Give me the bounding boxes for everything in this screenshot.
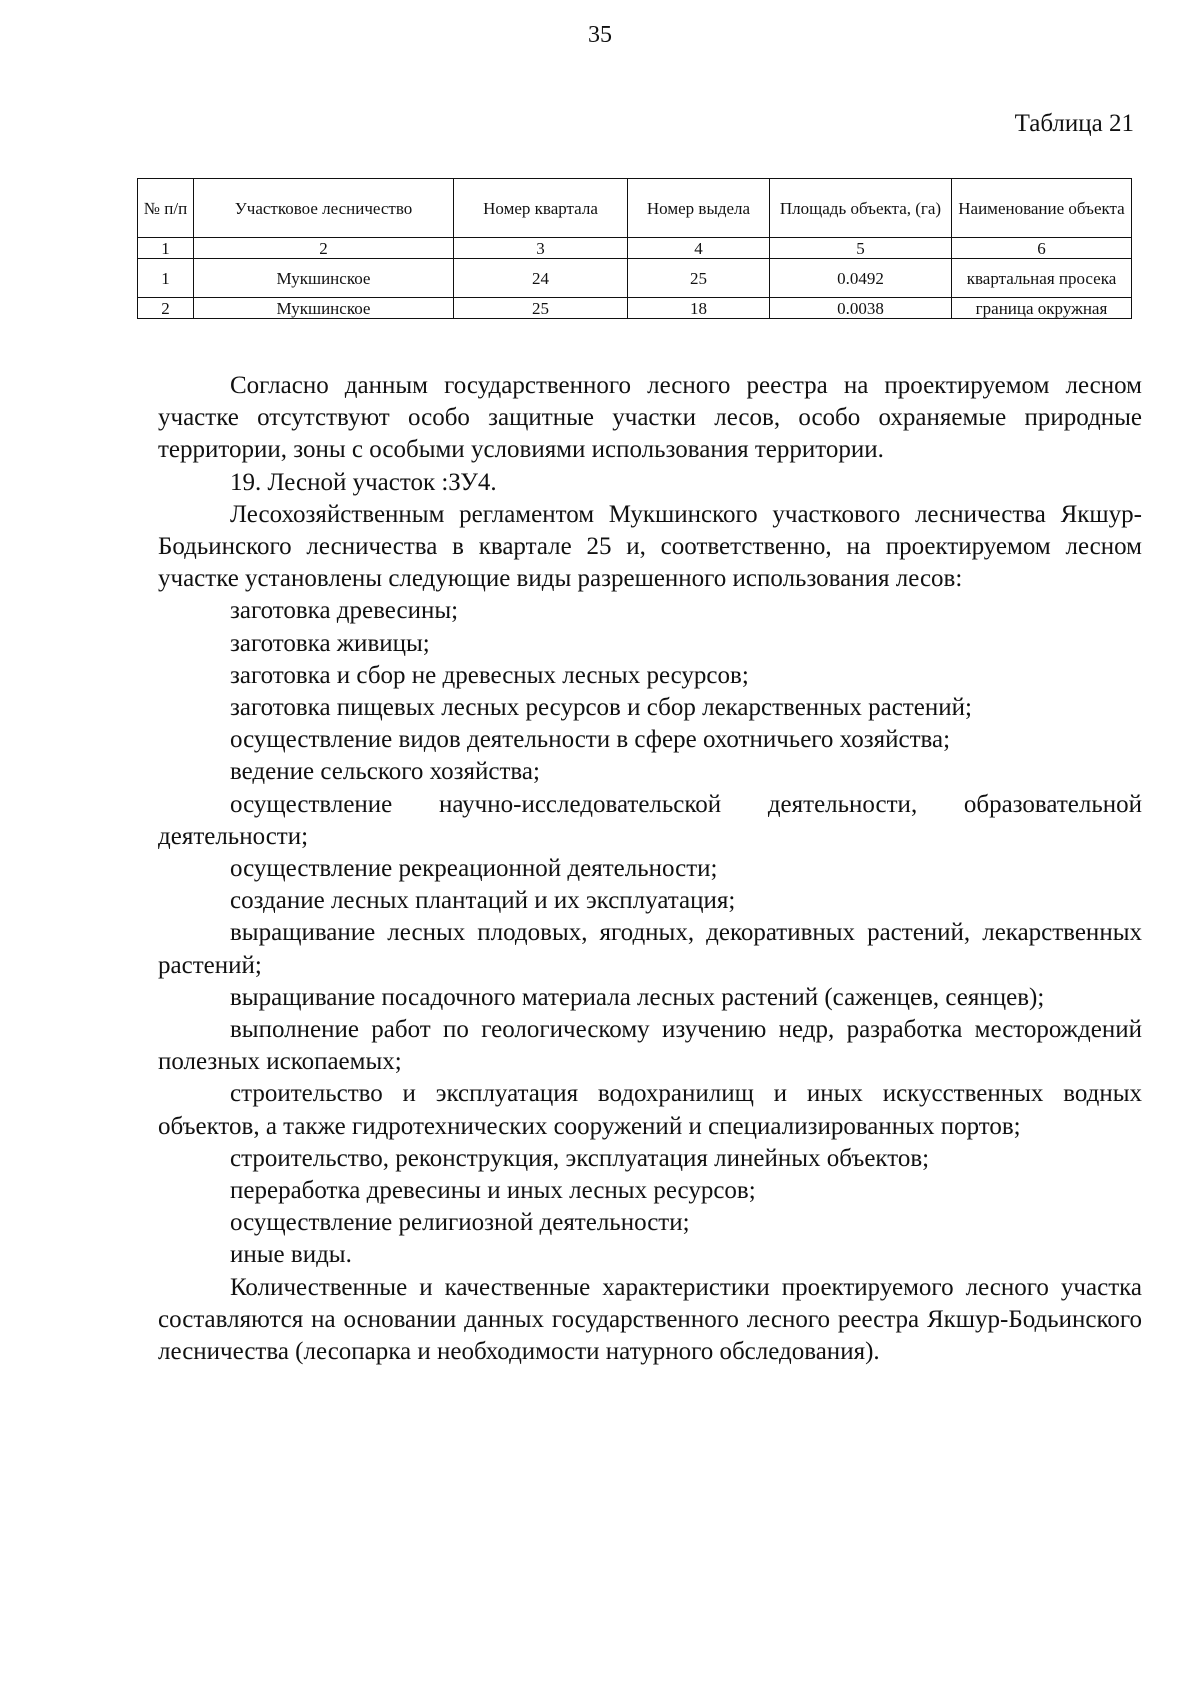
header-allotment: Номер выдела — [628, 179, 770, 238]
list-item: осуществление религиозной деятельности; — [230, 1209, 690, 1237]
page-number: 35 — [588, 22, 612, 48]
list-item: осуществление научно-исследовательской деятельности, образовательной деятельности; — [158, 790, 1142, 850]
column-number: 2 — [194, 238, 454, 259]
cell-forestry: Мукшинское — [194, 298, 454, 319]
section-heading: 19. Лесной участок :ЗУ4. — [230, 468, 497, 496]
list-item: заготовка и сбор не древесных лесных ресурсов; — [230, 661, 749, 689]
header-quarter: Номер квартала — [454, 179, 628, 238]
list-item: переработка древесины и иных лесных ресурсов; — [230, 1177, 756, 1205]
cell-quarter: 25 — [454, 298, 628, 319]
list-item: иные виды. — [230, 1241, 352, 1269]
list-item: ведение сельского хозяйства; — [230, 758, 540, 786]
cell-quarter: 24 — [454, 259, 628, 298]
list-item: выращивание лесных плодовых, ягодных, декоративных растений, лекарственных растений; — [158, 919, 1142, 979]
cell-object-name: граница окружная — [952, 298, 1132, 319]
cell-forestry: Мукшинское — [194, 259, 454, 298]
list-item: строительство, реконструкция, эксплуатация линейных объектов; — [230, 1144, 930, 1172]
header-number: № п/п — [138, 179, 194, 238]
list-item: заготовка пищевых лесных ресурсов и сбор лекарственных растений; — [230, 694, 972, 722]
cell-allotment: 18 — [628, 298, 770, 319]
column-number: 5 — [770, 238, 952, 259]
paragraph-regulation: Лесохозяйственным регламентом Мукшинского участкового лесничества Якшур-Бодьинского лесничества в квартале 25 и, соответственно, на проектируемом лесном участке установлены следующие виды разрешенного использования лесов: — [158, 500, 1142, 593]
list-item: выполнение работ по геологическому изучению недр, разработка месторождений полезных ископаемых; — [158, 1016, 1142, 1076]
list-item: выращивание посадочного материала лесных растений (саженцев, сеянцев); — [230, 983, 1045, 1011]
table-header-row — [138, 179, 1132, 238]
table-row — [138, 259, 1132, 298]
column-number: 6 — [952, 238, 1132, 259]
body-text — [158, 370, 1142, 1368]
cell-area: 0.0492 — [770, 259, 952, 298]
column-number: 4 — [628, 238, 770, 259]
cell-number: 2 — [138, 298, 194, 319]
column-number: 1 — [138, 238, 194, 259]
cell-allotment: 25 — [628, 259, 770, 298]
cell-area: 0.0038 — [770, 298, 952, 319]
list-item: осуществление видов деятельности в сфере охотничьего хозяйства; — [230, 726, 951, 754]
list-item: осуществление рекреационной деятельности; — [230, 855, 718, 883]
cell-object-name: квартальная просека — [952, 259, 1132, 298]
cell-number: 1 — [138, 259, 194, 298]
list-item: заготовка живицы; — [230, 629, 430, 657]
column-number: 3 — [454, 238, 628, 259]
header-object-name: Наименование объекта — [952, 179, 1132, 238]
list-item: строительство и эксплуатация водохранилищ и иных искусственных водных объектов, а также гидротехнических сооружений и специализированных портов; — [158, 1080, 1142, 1140]
table-caption: Таблица 21 — [1014, 110, 1134, 137]
header-area: Площадь объекта, (га) — [770, 179, 952, 238]
paragraph-registry: Согласно данным государственного лесного реестра на проектируемом лесном участке отсутствуют особо защитные участки лесов, особо охраняемые природные территории, зоны с особыми условиями использования территории. — [158, 372, 1142, 464]
paragraph-characteristics: Количественные и качественные характеристики проектируемого лесного участка составляются на основании данных государственного лесного реестра Якшур-Бодьинского лесничества (лесопарка и необходимости натурного обследования). — [158, 1273, 1142, 1366]
list-item: создание лесных плантаций и их эксплуатация; — [230, 887, 736, 915]
forest-plots-table — [137, 178, 1132, 319]
list-item: заготовка древесины; — [230, 597, 459, 625]
header-forestry: Участковое лесничество — [194, 179, 454, 238]
table-row — [138, 298, 1132, 319]
column-numbers-row — [138, 238, 1132, 259]
